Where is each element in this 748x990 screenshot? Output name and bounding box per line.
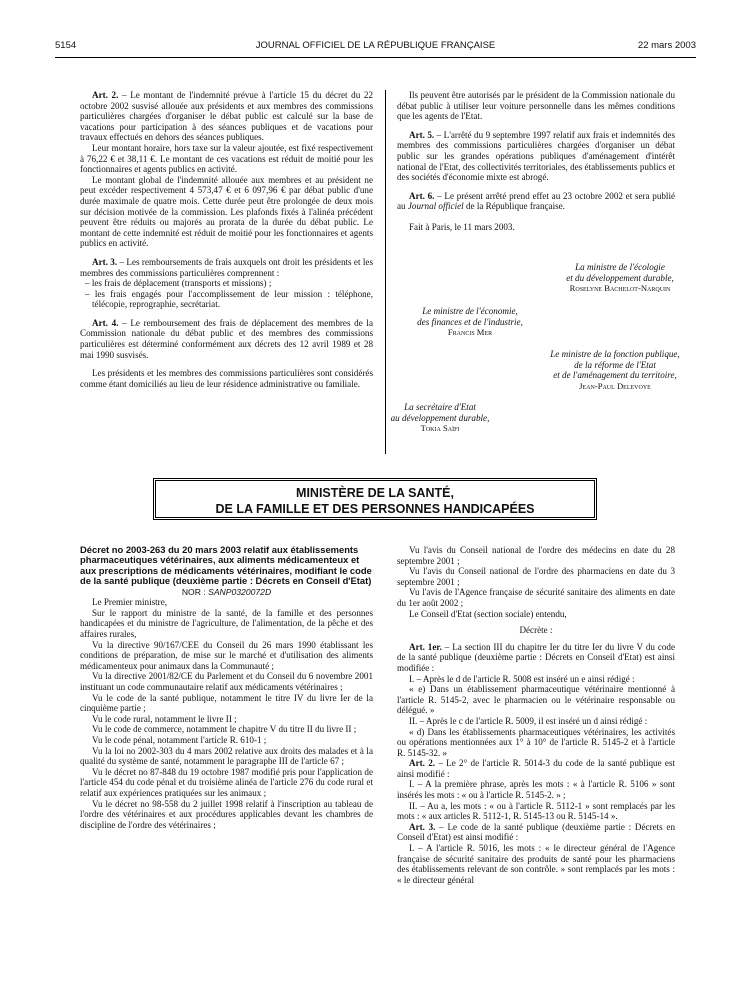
decree-para: Le Conseil d'Etat (section sociale) entendu,: [409, 608, 567, 619]
article-6-label: Art. 6.: [409, 190, 435, 201]
fait-a-paris: Fait à Paris, le 11 mars 2003.: [409, 221, 515, 232]
article-5-para: Art. 5. – L'arrêté du 9 septembre 1997 relatif aux frais et indemnités des membres des commissions particulières chargées d'organiser un débat public sur les grandes opérations publiques d'aménagement d'intérêt national de l'Etat, des collectivités territoriales, des établissements publics et des sociétés d'économie mixte est abrogé.: [397, 129, 676, 183]
decree-para: Vu le code de commerce, notamment le chapitre V du titre II du livre II ;: [92, 724, 357, 735]
decree-para: Vu le code de la santé publique, notamment le titre IV du livre Ier de la cinquième partie ;: [80, 692, 373, 714]
article-3-list-item: – les frais de déplacement (transports et missions) ;: [85, 278, 272, 289]
article-4-para-2: Les présidents et les membres des commissions particulières sont considérés comme étant domiciliés au lieu de leur résidence administrative ou familiale.: [80, 368, 373, 389]
article-3-decree-label: Art. 3.: [409, 821, 436, 832]
decrete-heading: Décrète :: [519, 625, 553, 636]
decree-right-column: [397, 545, 675, 885]
column-divider: [385, 90, 386, 454]
issue-date: 22 mars 2003: [637, 40, 696, 51]
article-2-para-3: Le montant global de l'indemnité allouée aux membres et au président ne peut excéder respectivement 4 573,47 € et 6 097,96 € par débat public d'une durée maximale de quatre mois. Cette durée peut être prolongée de deux mois sur décision motivée de la commission. Les plafonds fixés à l'alinéa précédent peuvent être réduits ou majorés au prorata de la durée du débat public. Le montant de cette indemnité est réduit de moitié pour les fonctionnaires et agents publics en activité.: [80, 174, 373, 249]
article-2-decree-para: Art. 2. – Le 2° de l'article R. 5014-3 du code de la santé publique est ainsi modifié :: [397, 758, 676, 779]
top-left-column: [80, 90, 373, 389]
decree-para: Sur le rapport du ministre de la santé, de la famille et des personnes handicapées et du ministre de l'agriculture, de l'alimentation, de la pêche et des affaires rurales,: [80, 607, 373, 639]
journal-title: JOURNAL OFFICIEL DE LA RÉPUBLIQUE FRANÇAISE: [255, 40, 496, 51]
decree-para: I. – A l'article R. 5016, les mots : « le directeur général de l'Agence française de sécurité sanitaire des produits de santé pour les pharmaciens des établissements relevant de son contrôle. » sont remplacés par les mots : « le directeur général: [397, 843, 675, 885]
header-rule: [55, 57, 696, 58]
article-1-label: Art. 1er.: [409, 641, 442, 652]
decree-para: « d) Dans les établissements pharmaceutiques vétérinaires, les activités ou opérations mentionnées aux 1° à 10° de l'article R. 5145-2 et à l'article R. 5145-32. »: [397, 726, 675, 758]
decree-para: Vu l'avis du Conseil national de l'ordre des pharmaciens en date du 3 septembre 2001 ;: [397, 566, 675, 587]
page-header: [55, 40, 696, 54]
decree-para: Vu la directive 2001/82/CE du Parlement et du Conseil du 6 novembre 2001 instituant un code communautaire relatif aux médicaments vétérinaires ;: [80, 671, 373, 692]
signatory-name: Tokia Saïfi: [420, 423, 460, 434]
top-right-column: [397, 90, 675, 233]
decree-para: « e) Dans un établissement pharmaceutique vétérinaire mentionné à l'article R. 5145-2, avec le pharmacien ou le vétérinaire responsable ou délégué. »: [397, 684, 675, 716]
decree-left-column: [80, 545, 373, 830]
decree-para: Vu la directive 90/167/CEE du Conseil du 26 mars 1990 établissant les conditions de préparation, de mise sur le marché et d'utilisation des aliments médicamenteux pour animaux dans la Communauté ;: [80, 639, 373, 671]
decree-para: Vu le code pénal, notamment l'article R. 610-1 ;: [92, 734, 267, 745]
signature-ecologie: La ministre de l'écologie et du développement durable, Roselyne Bachelot-Narquin: [520, 262, 720, 294]
ministry-heading: MINISTÈRE DE LA SANTÉ, DE LA FAMILLE ET DES PERSONNES HANDICAPÉES: [153, 478, 597, 520]
signature-economie: Le ministre de l'économie, des finances et de l'industrie, Francis Mer: [370, 306, 570, 338]
article-6-para: Art. 6. – Le présent arrêté prend effet au 23 octobre 2002 et sera publié au Journal officiel de la République française.: [397, 190, 676, 212]
decree-para: I. – Après le d de l'article R. 5008 est inséré un e ainsi rédigé :: [409, 673, 635, 684]
article-2-decree-label: Art. 2.: [409, 758, 436, 769]
decree-para: II. – Au a, les mots : « ou à l'article R. 5112-1 » sont remplacés par les mots : « aux articles R. 5112-1, R. 5145-13 ou R. 5145-14 ».: [397, 800, 675, 822]
article-3-decree-para: Art. 3. – Le code de la santé publique (deuxième partie : Décrets en Conseil d'Etat) est ainsi modifié :: [397, 821, 676, 843]
article-3-label: Art. 3.: [92, 256, 118, 267]
decree-para: Vu l'avis de l'Agence française de sécurité sanitaire des aliments en date du 1er août 2002 ;: [397, 587, 675, 608]
nor-reference: NOR : SANP0320072D: [181, 586, 272, 597]
signature-secretaire-etat: La secrétaire d'Etat au développement durable, Tokia Saïfi: [360, 402, 520, 434]
signatory-name: Jean-Paul Delevoye: [579, 380, 651, 391]
signature-fonction-publique: Le ministre de la fonction publique, de la réforme de l'Etat et de l'aménagement du territoire, Jean-Paul Delevoye: [510, 349, 720, 391]
decree-para: Vu le décret no 87-848 du 19 octobre 1987 modifié pris pour l'application de l'article 454 du code pénal et du troisième alinéa de l'article 276 du code rural et relatif aux expériences pratiquées sur les animaux ;: [80, 766, 373, 798]
decree-para: Vu le code rural, notamment le livre II ;: [92, 713, 237, 724]
page-number: 5154: [55, 40, 77, 51]
decree-title: Décret no 2003-263 du 20 mars 2003 relatif aux établissements pharmaceutiques vétérinaires, aux aliments médicamenteux et aux prescriptions de médicaments vétérinaires, modifiant le code de la santé publique (deuxième partie : Décrets en Conseil d'Etat): [80, 544, 372, 587]
decree-para: Le Premier ministre,: [92, 597, 168, 608]
article-3-list-item: – les frais engagés pour l'accomplissement de leur mission : téléphone, télécopie, reprographie, secrétariat.: [85, 288, 373, 310]
decree-para: Vu la loi no 2002-303 du 4 mars 2002 relative aux droits des malades et à la qualité du système de santé, notamment le paragraphe III de l'article 67 ;: [80, 745, 373, 767]
decree-para: Vu l'avis du Conseil national de l'ordre des médecins en date du 28 septembre 2001 ;: [397, 545, 675, 566]
decree-para: Vu le décret no 98-558 du 2 juillet 1998 relatif à l'inscription au tableau de l'ordre des vétérinaires et aux procédures applicables devant les chambres de discipline de l'ordre des vétérinaires ;: [80, 798, 373, 830]
article-4-label: Art. 4.: [92, 317, 119, 328]
article-4-para-1: Art. 4. – Le remboursement des frais de déplacement des membres de la Commission nationale du débat public et des membres des commissions particulières est déterminé conformément aux décrets des 12 avril 1989 et 28 mai 1990 susvisés.: [80, 317, 373, 360]
right-para-1: Ils peuvent être autorisés par le président de la Commission nationale du débat public à utiliser leur voiture personnelle dans les mêmes conditions que les agents de l'Etat.: [397, 90, 675, 122]
decree-para: II. – Après le c de l'article R. 5009, il est inséré un d ainsi rédigé :: [409, 715, 648, 726]
article-3-para-1: Art. 3. – Les remboursements de frais auxquels ont droit les présidents et les membres des commissions particulières comprennent :: [80, 256, 373, 278]
signatory-name: Roselyne Bachelot-Narquin: [569, 283, 671, 294]
article-2-para-1: Art. 2. – Le montant de l'indemnité prévue à l'article 15 du décret du 22 octobre 2002 susvisé allouée aux présidents et aux membres des commissions particulières chargées d'organiser le débat public est calculé sur la base de vacations pour participation à des séances publiques et de vacations pour travaux effectués en dehors des séances publiques.: [80, 90, 374, 143]
article-1-para: Art. 1er. – La section III du chapitre Ier du titre Ier du livre V du code de la santé publique (deuxième partie : Décrets en Conseil d'Etat) est ainsi modifiée :: [397, 641, 675, 673]
article-2-label: Art. 2.: [92, 90, 119, 100]
signatory-name: Francis Mer: [447, 327, 493, 338]
article-2-para-2: Leur montant horaire, hors taxe sur la valeur ajoutée, est fixé respectivement à 76,22 € et 38,11 €. Le montant de ces vacations est réduit de moitié pour les fonctionnaires et agents publics en activité.: [80, 142, 373, 175]
decree-para: I. – A la première phrase, après les mots : « à l'article R. 5106 » sont insérés les mots : « ou à l'article R. 5145-2. » ;: [397, 779, 675, 801]
article-5-label: Art. 5.: [409, 129, 435, 140]
